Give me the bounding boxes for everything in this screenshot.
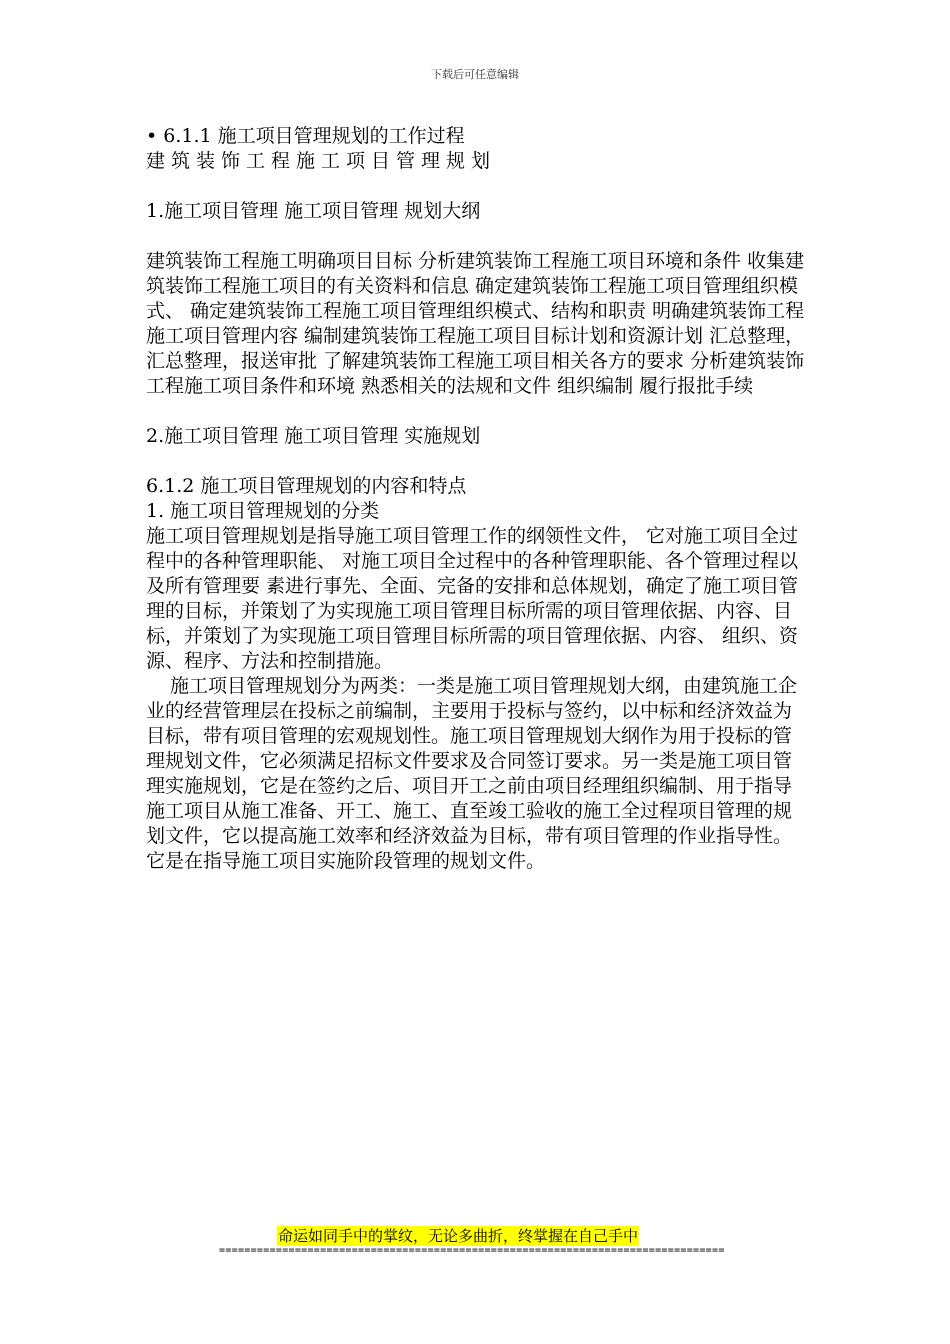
footer-quote: 命运如同手中的掌纹，无论多曲折，终掌握在自己手中 <box>278 1227 639 1245</box>
spacer <box>146 224 808 249</box>
item1-body: 建筑装饰工程施工明确项目目标 分析建筑装饰工程施工项目环境和条件 收集建筑装饰工程施工项目的有关资料和信息 确定建筑装饰工程施工项目管理组织模式、 确定建筑装饰工程施工项目管理组织模式、结构和职责 明确建筑装饰工程施工项目管理内容 编制建筑装饰工程施工项目目标计划和资源计划 汇总整理， 汇总整理，报送审批 了解建筑装饰工程施工项目相关各方的要求 分析建筑装饰工程施工项目条件和环境 熟悉相关的法规和文件 组织编制 履行报批手续 <box>146 250 805 397</box>
document-body <box>146 124 808 874</box>
spacer <box>146 449 808 474</box>
subsection-classification: 1. 施工项目管理规划的分类 <box>146 500 380 522</box>
item2-title: 2.施工项目管理 施工项目管理 实施规划 <box>146 425 481 447</box>
section-heading-6-1-2: 6.1.2 施工项目管理规划的内容和特点 <box>146 475 467 497</box>
section-heading-6-1-1: • 6.1.1 施工项目管理规划的工作过程 <box>146 125 465 147</box>
footer-divider: ================================================================================ <box>219 1245 725 1256</box>
section-subheading: 建筑装饰工程施工项目管理规划 <box>146 150 497 172</box>
page-header: 下载后可任意编辑 <box>431 68 519 81</box>
paragraph-two-types: 施工项目管理规划分为两类：一类是施工项目管理规划大纲，由建筑施工企业的经营管理层在投标之前编制，主要用于投标与签约，以中标和经济效益为目标，带有项目管理的宏观规划性。施工项目管理规划大纲作为用于投标的管理规划文件，它必须满足招标文件要求及合同签订要求。另一类是施工项目管理实施规划，它是在签约之后、项目开工之前由项目经理组织编制、用于指导施工项目从施工准备、开工、施工、直至竣工验收的施工全过程项目管理的规划文件，它以提高施工效率和经济效益为目标，带有项目管理的作业指导性。 它是在指导施工项目实施阶段管理的规划文件。 <box>146 675 798 872</box>
paragraph-definition: 施工项目管理规划是指导施工项目管理工作的纲领性文件， 它对施工项目全过程中的各种管理职能、 对施工项目全过程中的各种管理职能、各个管理过程以及所有管理要 素进行事先、全面、完备的安排和总体规划，确定了施工项目管理的目标，并策划了为实现施工项目管理目标所需的项目管理依据、内容、目标，并策划了为实现施工项目管理目标所需的项目管理依据、内容、 组织、资源、程序、方法和控制措施。 <box>146 525 799 672</box>
spacer <box>146 174 808 199</box>
spacer <box>146 399 808 424</box>
item1-title: 1.施工项目管理 施工项目管理 规划大纲 <box>146 200 481 222</box>
